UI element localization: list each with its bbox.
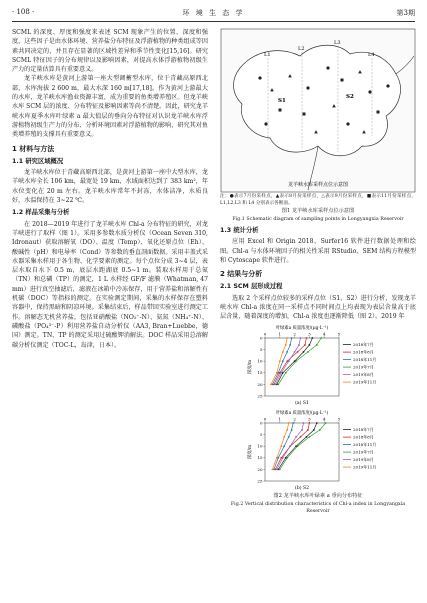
data-point — [288, 360, 290, 362]
data-point — [297, 445, 299, 447]
figure-2-caption: 图2 龙羊峡水库叶绿素 a 垂向分布特征 — [273, 492, 363, 499]
sampling-point-marker — [341, 79, 344, 82]
data-point — [286, 457, 288, 459]
x-axis-label: 叶绿素a 质量浓度/(μg·L⁻¹) — [275, 325, 329, 331]
data-point — [279, 468, 281, 470]
data-point — [282, 360, 284, 362]
map-label-s2: S2 — [346, 94, 354, 100]
data-point — [289, 445, 291, 447]
data-point — [276, 468, 278, 470]
data-point — [280, 445, 282, 447]
paragraph-scm-formation: 选取 2 个采样点位较多的采样点位（S1、S2）进行分析，发现龙羊峡水库 Chl-a 浓度在同一采样点不同时间点上均表现为表层含量高于底层含量，随着深度的增加，Chl-a 浓度也逐渐降低（图 2）。2019 年 — [220, 294, 416, 321]
paragraph-study-area: 龙羊峡水库位于青藏高原西北部，是黄河上游第一座中大型水库，龙羊峡水库全长 106 km，最宽处 19 km，水域面积达到了 383 km²，年水位变化在 20 m 左右。龙羊峡水库常年不封冻，水体洁净，水质良好，水温保持在 3~22 ℃。 — [12, 169, 208, 205]
data-point — [320, 337, 322, 339]
legend-entry: 2019年8月 — [353, 371, 374, 377]
map-label-l3: L3 — [334, 40, 341, 46]
map-label-l4: L4 — [368, 52, 375, 58]
data-point — [325, 422, 327, 424]
chart-s2 — [243, 407, 393, 492]
sampling-map — [220, 28, 416, 193]
y-axis-label: 深度/m — [248, 359, 253, 374]
page-number: · 108 · — [12, 8, 35, 16]
map-label-s1: S1 — [278, 98, 286, 104]
data-point — [303, 351, 305, 353]
sampling-point-marker — [386, 84, 389, 87]
data-point — [270, 383, 272, 385]
legend-entry: 2019年8月 — [353, 456, 374, 462]
data-point — [307, 351, 309, 353]
y-tick-label: 5 — [259, 431, 263, 437]
sampling-point-marker — [377, 111, 380, 114]
x-tick-label: 5 — [337, 331, 341, 337]
section-heading-1: 1 材料与方法 — [12, 144, 55, 153]
data-point — [283, 445, 285, 447]
legend-entry: 2018年7月 — [353, 341, 374, 347]
figure-1-note: 注：●表示7月份采样点，▲表示8月份采样点，△表示9月份采样点，■表示11月份采样点，L1,L2,L3 和 L4 分别表示各断面。 — [220, 194, 416, 206]
data-point — [306, 436, 308, 438]
section-heading-2-1: 2.1 SCM 层形成过程 — [220, 283, 283, 291]
data-point — [300, 436, 302, 438]
y-tick-label: 10 — [257, 443, 263, 449]
data-point — [294, 351, 296, 353]
data-point — [285, 344, 287, 346]
data-point — [319, 429, 321, 431]
sampling-point-marker — [303, 113, 306, 116]
data-point — [298, 344, 300, 346]
data-point — [279, 360, 281, 362]
sampling-point-marker — [306, 86, 309, 89]
legend-entry: 2019年11月 — [353, 379, 377, 385]
right-column — [220, 28, 416, 515]
y-tick-label: 5 — [259, 346, 263, 352]
figure-2 — [220, 322, 416, 515]
x-tick-label: 4 — [322, 416, 326, 422]
y-tick-label: 20 — [257, 381, 263, 387]
y-tick-label: 0 — [259, 335, 263, 341]
plot-frame — [265, 423, 339, 481]
x-axis-label: 叶绿素a 质量浓度/(μg·L⁻¹) — [275, 410, 329, 416]
data-point — [282, 457, 284, 459]
issue-number: 第3期 — [396, 9, 415, 17]
sampling-point-marker — [346, 122, 349, 125]
map-label-l1: L1 — [264, 52, 271, 58]
data-point — [309, 344, 311, 346]
sampling-point-marker — [258, 76, 261, 79]
data-point — [276, 457, 278, 459]
data-point — [291, 429, 293, 431]
section-heading-1-1: 1.1 研究区域概况 — [12, 157, 64, 165]
section-heading-1-3: 1.3 统计分析 — [220, 227, 259, 234]
data-point — [282, 351, 284, 353]
plot-frame — [265, 338, 339, 396]
section-heading-1-2: 1.2 样品采集与分析 — [12, 209, 70, 217]
figure-1-caption: 图1 龙羊峡水库采样点位示意图 — [281, 208, 355, 214]
x-tick-label: 2 — [293, 331, 296, 337]
data-point — [297, 351, 299, 353]
paragraph-statistics: 应用 Excel 和 Origin 2018、Surfer16 软件进行数据处理和绘图。Chl-a 与水体环境因子的相关性采用 RStudio、SEM 结构方程模型和 Cytoscape 软件进行。 — [220, 238, 416, 264]
data-point — [309, 422, 311, 424]
data-point — [288, 422, 290, 424]
legend-entry: 2018年11月 — [353, 356, 377, 362]
map-legend-title: 龙羊峡水库采样点位示意图 — [287, 182, 349, 188]
legend-entry: 2018年11月 — [353, 441, 377, 447]
paragraph-intro-1: SCML 的深度、厚度和强度来表述 SCM 现象产生的位置、深度和强度，这些因子是由水体环境、营养盐分布特征及浮游植物的种类组成等因素共同决定的，并且存在显著的区域性差异和季节性变化[15,16]。研究 SCML 特征因子的分布规律以及影响因素，对提高水体浮游植物初级生产力的定量估算具有重要意义。 — [12, 29, 208, 74]
data-point — [289, 344, 291, 346]
y-axis-label: 深度/m — [248, 444, 253, 459]
sampling-point-marker — [326, 66, 329, 69]
data-point — [311, 337, 313, 339]
legend-entry: 2019年7月 — [353, 364, 374, 370]
data-point — [288, 436, 290, 438]
legend-entry: 2018年7月 — [353, 426, 374, 432]
data-point — [295, 436, 297, 438]
data-point — [316, 422, 318, 424]
x-tick-label: 4 — [322, 331, 326, 337]
data-point — [306, 337, 308, 339]
y-tick-label: 25 — [257, 478, 263, 484]
x-tick-label: 2 — [293, 416, 296, 422]
data-point — [295, 360, 297, 362]
data-point — [300, 337, 302, 339]
paragraph-sampling: 在 2018—2019 年进行了龙羊峡水库 Chl-a 分布特征的研究，对龙羊峡进行了取样（图 1）。采用多参数水质分析仪（Ocean Seven 310, Idronaut）获取溶解氧（DO）、温度（Temp）、氧化还原点位（Eh）、酸碱性（pH）和电导率（Cond）等参数的垂直剖面数据。采用丰盖式采水器采集水样用于各生物、化学要素的测定。每个点位分成 3~4 层，表层水取自水下 0.5 m，底层水距湖底 0.5~1 m。装取水样用于总氮（TN）和总磷（TP）的测定，1 L 水样经 GF/F 滤膜（Whatman, 47 mm）进行真空抽滤后，滤液在冰箱中冷冻保存，用于营养盐和溶解性有机碳（DOC）等指标的测定。在实验测定期间，采集的水样保存在塑料容器中，保持黑暗和阴凉环境。采集结束后，样品带回实验室进行测定工作。溶解态无机营养盐，包括亚硝酸盐（NO₂⁻-N）、氨氮（NH₄⁺-N）、磷酸盐（PO₄³⁻-P）利用营养盐自动分析仪（AA3, Bran+Luebbe，德国）测定。TN、TP 的测定采用过硫酸钾消解法。DOC 样品采用总溶解碳分析仪测定（TOC-L，岛津，日本）。 — [12, 220, 208, 349]
data-point — [307, 429, 309, 431]
y-tick-label: 15 — [257, 369, 263, 375]
data-point — [303, 422, 305, 424]
y-tick-label: 10 — [257, 358, 263, 364]
data-point — [277, 383, 279, 385]
journal-name: 环 境 生 态 学 — [182, 9, 245, 17]
left-column — [12, 28, 208, 350]
legend-entry: 2018年8月 — [353, 349, 374, 355]
running-header — [12, 5, 415, 22]
y-tick-label: 20 — [257, 466, 263, 472]
chart-title: (b) S2 — [294, 485, 310, 491]
figure-1 — [220, 28, 416, 223]
data-point — [280, 372, 282, 374]
x-tick-label: 3 — [308, 416, 311, 422]
data-point — [313, 429, 315, 431]
x-tick-label: 0 — [263, 331, 267, 337]
legend-entry: 2019年11月 — [353, 464, 377, 470]
data-point — [304, 344, 306, 346]
x-tick-label: 0 — [263, 416, 267, 422]
y-tick-label: 25 — [257, 393, 263, 399]
data-point — [274, 383, 276, 385]
x-tick-label: 1 — [278, 416, 282, 422]
figure-1-caption-en: Fig.1 Schematic diagram of sampling points in Longyangxia Reservoir — [232, 217, 404, 222]
data-point — [286, 337, 288, 339]
sampling-point-marker — [279, 109, 282, 112]
data-point — [272, 468, 274, 470]
x-tick-label: 1 — [278, 331, 282, 337]
data-point — [316, 344, 318, 346]
map-label-l2: L2 — [298, 46, 305, 52]
sampling-point-marker — [264, 122, 267, 125]
chart-s1 — [243, 322, 393, 407]
y-tick-label: 0 — [259, 420, 263, 426]
data-point — [283, 436, 285, 438]
sampling-point-marker — [368, 90, 371, 93]
data-point — [285, 372, 287, 374]
data-point — [291, 337, 293, 339]
data-point — [309, 436, 311, 438]
data-point — [276, 372, 278, 374]
data-point — [286, 351, 288, 353]
data-point — [292, 422, 294, 424]
y-tick-label: 15 — [257, 454, 263, 460]
figure-2-caption-en: Fig.2 Vertical distribution characteristics of Chl-a index in Longyangxia Reservoir — [230, 501, 406, 514]
legend-entry: 2019年7月 — [353, 449, 374, 455]
section-heading-2: 2 结果与分析 — [220, 270, 263, 279]
chart-title: (a) S1 — [295, 400, 309, 406]
data-point — [301, 429, 303, 431]
x-tick-label: 3 — [308, 331, 311, 337]
data-point — [286, 429, 288, 431]
paragraph-intro-2: 龙羊峡水库是黄河上游第一座大型调蓄型水库，位于青藏高原西北部，水库海拔 2 600 m，最大水深 160 m[17,18]。作为黄河上游最大的水库，龙羊峡水库渔业资源丰富，成为重要的鱼类增养殖区。但龙羊峡水库 SCM 层的浓度、分布特征及影响因素等尚不清楚。因此，研究龙羊峡水库夏季水库叶绿素 a 最大值层的垂向分布特征对认识龙羊峡水库浮游植物初级生产力的分布、分析环境因素对浮游植物的影响，研究其对鱼类增养殖的支撑具有重要意义。 — [12, 75, 208, 139]
legend-entry: 2018年8月 — [353, 434, 374, 440]
x-tick-label: 5 — [337, 416, 341, 422]
